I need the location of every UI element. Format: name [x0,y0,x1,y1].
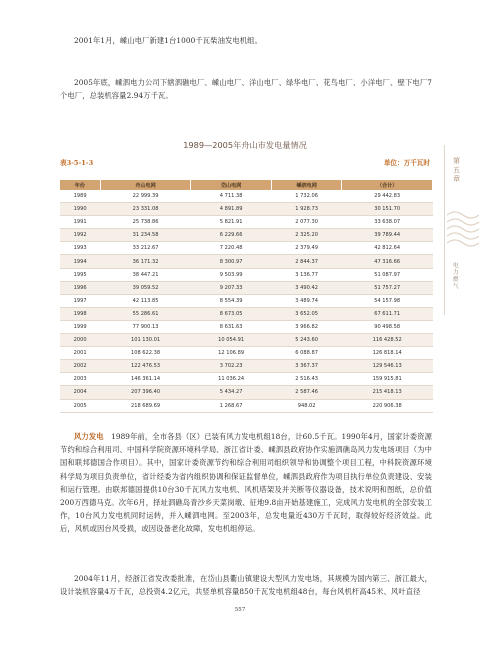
page-number: 557 [234,607,246,613]
table-cell: 146 361.14 [100,373,191,386]
table-cell: 51 087.97 [342,268,433,281]
table-cell: 2 077.30 [271,216,341,229]
table-cell: 108 622.38 [100,347,191,360]
table-cell: 129 546.13 [342,360,433,373]
table-header-cell: （合计） [342,180,433,190]
table-row [60,360,433,373]
table-header-row [60,180,433,190]
table-cell: 6 088.87 [271,347,341,360]
table-cell: 10 054.91 [191,334,272,347]
paragraph-wind-power-text: 1989年前，全市各县（区）已装有风力发电机组18台，计60.5千瓦。1990年4月，国家计委资源节约和综合利用司、中国科学院资源环境科学局、浙江省计委、嵊泗县政府协作实施泗礁岛风力发电场项目（为中国和联邦德国合作项目）。其中，国家计委资源节约和综合利用司组织领导和协调整个项目工程，中科院资源环境科学局为项目负责单位，省计经委为省内组织协调和保证监督单位，嵊泗县政府作为项目执行单位负责建设、安装和运行管理。由联邦德国提供10台30千瓦风力发电机、风机塔架及并关断等仪器设备，技术说明和图纸，总价值200万西德马克。次年6月，择址泗礁岛青沙乡天菜岗墩、征地9.8亩开始基建施工，完成风力发电机的全部安装工作，10台风力发电机同时运转，并入嵊泗电网。至2003年，总发电量近430万千瓦时，取得较好经济效益。此后，风机或因台风受损，或因设备老化故障，发电机组停运。 [60,432,432,534]
table-cell: 126 818.14 [342,347,433,360]
table-cell: 9 503.99 [191,268,272,281]
table-cell: 2 516.43 [271,373,341,386]
table-cell: 30 151.70 [342,203,433,216]
table-title: 1989—2005年舟山市发电量情况 [183,140,307,150]
table-cell: 90 498.58 [342,320,433,333]
table-cell: 1995 [60,268,100,281]
table-row [60,216,433,229]
table-cell: 12 106.89 [191,347,272,360]
table-cell: 6 229.66 [191,229,272,242]
table-unit: 单位：万千瓦时 [383,159,430,167]
table-cell: 54 157.98 [342,294,433,307]
table-cell: 5 434.27 [191,386,272,399]
table-cell: 1990 [60,203,100,216]
table-cell: 29 442.83 [342,190,433,203]
table-row [60,229,433,242]
table-cell: 122 476.53 [100,360,191,373]
table-cell: 8 631.63 [191,320,272,333]
paragraph-qushan-wind-farm: 2004年11月，经浙江省发改委批准，在岱山县衢山镇建设大型风力发电场，其规模为国内第三、浙江最大，设计装机容量4万千瓦，总投资4.2亿元，共竖单机容量850千瓦发电机组48台，每台风机杆高45米、风叶直径 [60,574,432,597]
table-cell: 948.02 [271,399,341,412]
table-cell: 2005 [60,399,100,412]
wave-ornament-icon [447,205,479,255]
paragraph-wind-power [60,430,432,536]
table-cell: 23 331.08 [100,203,191,216]
table-cell: 39 789.44 [342,229,433,242]
table-cell: 2004 [60,386,100,399]
table-cell: 101 130.01 [100,334,191,347]
table-cell: 39 059.52 [100,281,191,294]
table-cell: 2001 [60,347,100,360]
table-cell: 22 999.39 [100,190,191,203]
table-row [60,399,433,412]
table-cell: 2 379.49 [271,242,341,255]
table-cell: 3 652.05 [271,307,341,320]
table-cell: 8 554.39 [191,294,272,307]
table-cell: 1999 [60,320,100,333]
table-cell: 1 268.67 [191,399,272,412]
table-cell: 2 844.37 [271,255,341,268]
table-cell: 47 316.66 [342,255,433,268]
table-cell: 1996 [60,281,100,294]
table-cell: 8 673.05 [191,307,272,320]
table-cell: 55 286.61 [100,307,191,320]
table-row [60,294,433,307]
table-row [60,281,433,294]
table-cell: 42 113.85 [100,294,191,307]
table-cell: 1989 [60,190,100,203]
table-id: 表3-5-1-3 [60,159,94,167]
table-cell: 11 036.24 [191,373,272,386]
table-cell: 215 418.13 [342,386,433,399]
table-cell: 1 732.06 [271,190,341,203]
table-cell: 220 906.38 [342,399,433,412]
paragraph-diesel-generator: 2001年1月，嵊山电厂新建1台1000千瓦柴油发电机组。 [74,36,262,45]
table-cell: 3 702.23 [191,360,272,373]
table-cell: 1991 [60,216,100,229]
table-row [60,320,433,333]
table-header-cell: 嵊泗电网 [271,180,341,190]
chapter-label: 第五章 [453,157,460,183]
table-row [60,373,433,386]
table-cell: 8 300.97 [191,255,272,268]
table-cell: 1993 [60,242,100,255]
table-cell: 4 711.38 [191,190,272,203]
table-cell: 31 234.58 [100,229,191,242]
table-cell: 2003 [60,373,100,386]
table-cell: 2000 [60,334,100,347]
table-cell: 33 212.67 [100,242,191,255]
power-generation-table [60,180,433,413]
table-cell: 2002 [60,360,100,373]
section-lead-wind-power: 风力发电 [74,432,104,441]
table-cell: 3 489.74 [271,294,341,307]
table-cell: 42 812.64 [342,242,433,255]
table-cell: 1998 [60,307,100,320]
table-row [60,307,433,320]
table-cell: 7 220.48 [191,242,272,255]
table-cell: 1 928.73 [271,203,341,216]
table-row [60,347,433,360]
chapter-side-tab [444,145,480,315]
table-cell: 3 490.42 [271,281,341,294]
table-cell: 5 821.91 [191,216,272,229]
paragraph-shengsi-power-plants: 2005年底，嵊泗电力公司下辖泗礁电厂、嵊山电厂、洋山电厂、绿华电厂、花鸟电厂、小洋电厂、壁下电厂7个电厂，总装机容量2.94万千瓦。 [60,78,432,101]
table-row [60,190,433,203]
table-cell: 1994 [60,255,100,268]
table-cell: 218 689.69 [100,399,191,412]
table-cell: 3 367.37 [271,360,341,373]
table-body [60,190,433,412]
section-side-label: 电力 燃气 [453,263,459,290]
table-cell: 38 447.21 [100,268,191,281]
table-cell: 3 966.82 [271,320,341,333]
table-cell: 9 207.33 [191,281,272,294]
table-cell: 159 915.81 [342,373,433,386]
table-header-cell: 岱山电网 [191,180,272,190]
table-cell: 67 611.71 [342,307,433,320]
table-cell: 3 136.77 [271,268,341,281]
table-cell: 1992 [60,229,100,242]
table-header-cell: 舟山电网 [100,180,191,190]
table-cell: 51 757.27 [342,281,433,294]
table-cell: 2 325.20 [271,229,341,242]
table-cell: 2 587.46 [271,386,341,399]
table-row [60,334,433,347]
table-row [60,255,433,268]
table-cell: 33 638.07 [342,216,433,229]
table-cell: 77 900.13 [100,320,191,333]
table-header-cell: 年份 [60,180,100,190]
table-cell: 25 738.86 [100,216,191,229]
table-cell: 207 396.40 [100,386,191,399]
table-row [60,203,433,216]
table-cell: 116 428.52 [342,334,433,347]
table-row [60,268,433,281]
table-cell: 36 171.32 [100,255,191,268]
table-cell: 5 243.60 [271,334,341,347]
table-cell: 4 891.89 [191,203,272,216]
table-cell: 1997 [60,294,100,307]
table-row [60,242,433,255]
table-row [60,386,433,399]
